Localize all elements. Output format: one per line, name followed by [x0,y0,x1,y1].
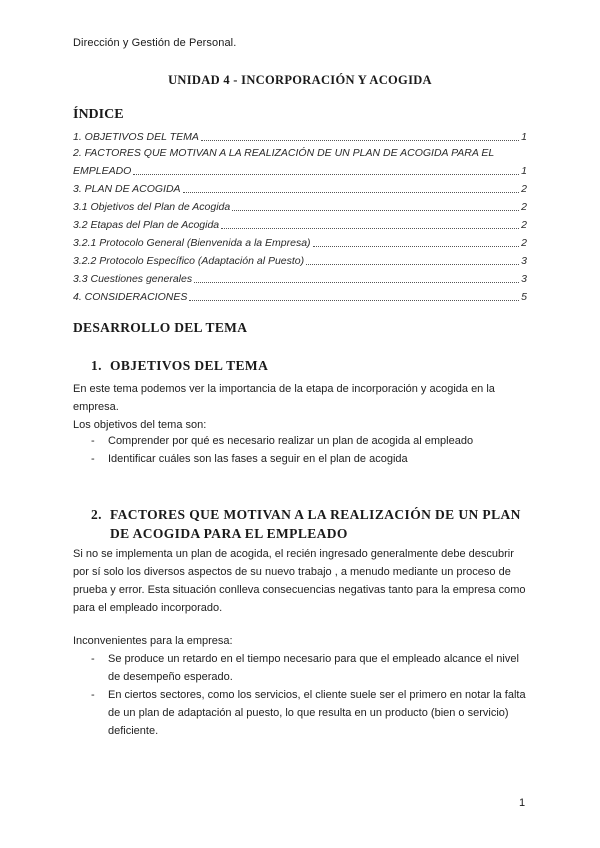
toc-entry-label-line1: 2. FACTORES QUE MOTIVAN A LA REALIZACIÓN DE UN PLAN DE ACOGIDA PARA EL [73,147,495,159]
toc-entry-page: 3 [521,273,527,285]
section-number: 2. [91,507,102,522]
toc-entry-page: 2 [521,201,527,213]
toc-heading: ÍNDICE [73,107,124,122]
toc-entry-5[interactable] [73,214,527,232]
section-2-bullet-list [91,650,528,740]
unit-title: UNIDAD 4 - INCORPORACIÓN Y ACOGIDA [168,73,432,87]
toc-entry-3[interactable] [73,178,527,196]
toc-entry-page: 2 [521,237,527,249]
toc-leader [232,210,519,211]
table-of-contents [73,126,527,304]
section-1-objectives-label: Los objetivos del tema son: [73,419,207,431]
toc-entry-label: 3.2 Etapas del Plan de Acogida [73,219,220,231]
toc-leader [221,228,519,229]
page-number: 1 [519,797,526,809]
section-1-paragraph: En este tema podemos ver la importancia de la etapa de incorporación y acogida en la empresa. [73,383,495,413]
bullet-dash: - [91,453,95,465]
section-1-heading [91,356,530,375]
section-title: FACTORES QUE MOTIVAN A LA REALIZACIÓN DE UN PLAN DE ACOGIDA PARA EL EMPLEADO [110,507,521,541]
list-item: - Identificar cuáles son las fases a seguir en el plan de acogida [91,450,528,468]
toc-entry-label: EMPLEADO [73,165,132,177]
toc-leader [189,300,519,301]
toc-leader [201,140,519,141]
toc-entry-label: 3.2.1 Protocolo General (Bienvenida a la Empresa) [73,237,311,249]
toc-entry-label: 4. CONSIDERACIONES [73,291,188,303]
section-2-paragraph: Si no se implementa un plan de acogida, el recién ingresado generalmente debe descubrir por sí solo los diversos aspectos de su nuevo trabajo , a menudo mediante un proceso de prueba y error. Esta situación conlleva consecuencias negativas tanto para la empresa como para el empleado incorporado. [73,548,526,614]
toc-leader [306,264,519,265]
toc-entry-page: 2 [521,183,527,195]
toc-entry-label: 1. OBJETIVOS DEL TEMA [73,131,199,143]
list-item: - Se produce un retardo en el tiempo necesario para que el empleado alcance el nivel de desempeño esperado. [91,650,528,686]
toc-entry-page: 1 [521,131,527,143]
toc-leader [183,192,520,193]
toc-leader [194,282,519,283]
running-header: Dirección y Gestión de Personal. [73,37,237,49]
toc-entry-7[interactable] [73,250,527,268]
toc-entry-4[interactable] [73,196,527,214]
toc-entry-page: 1 [521,165,527,177]
section-2-heading [91,505,530,543]
bullet-dash: - [91,653,95,665]
toc-entry-label: 3. PLAN DE ACOGIDA [73,183,181,195]
toc-entry-label: 3.3 Cuestiones generales [73,273,193,285]
section-number: 1. [91,358,102,373]
bullet-dash: - [91,435,95,447]
section-title: OBJETIVOS DEL TEMA [110,358,269,373]
toc-entry-1[interactable] [73,126,527,144]
list-item: - En ciertos sectores, como los servicios, el cliente suele ser el primero en notar la falta de un plan de adaptación al puesto, lo que resulta en un producto (bien o servicio) deficiente. [91,686,528,740]
toc-leader [313,246,520,247]
toc-entry-page: 5 [521,291,527,303]
toc-entry-8[interactable] [73,268,527,286]
toc-entry-page: 3 [521,255,527,267]
section-2-drawbacks-label: Inconvenientes para la empresa: [73,635,233,647]
development-title: DESARROLLO DEL TEMA [73,320,248,335]
section-1-bullet-list [91,432,528,468]
toc-entry-9[interactable] [73,286,527,304]
toc-entry-page: 2 [521,219,527,231]
toc-entry-6[interactable] [73,232,527,250]
toc-entry-2[interactable] [73,144,527,178]
toc-leader [133,174,519,175]
toc-entry-label: 3.1 Objetivos del Plan de Acogida [73,201,231,213]
toc-entry-label: 3.2.2 Protocolo Específico (Adaptación al Puesto) [73,255,305,267]
list-item: - Comprender por qué es necesario realizar un plan de acogida al empleado [91,432,528,450]
bullet-dash: - [91,689,95,701]
